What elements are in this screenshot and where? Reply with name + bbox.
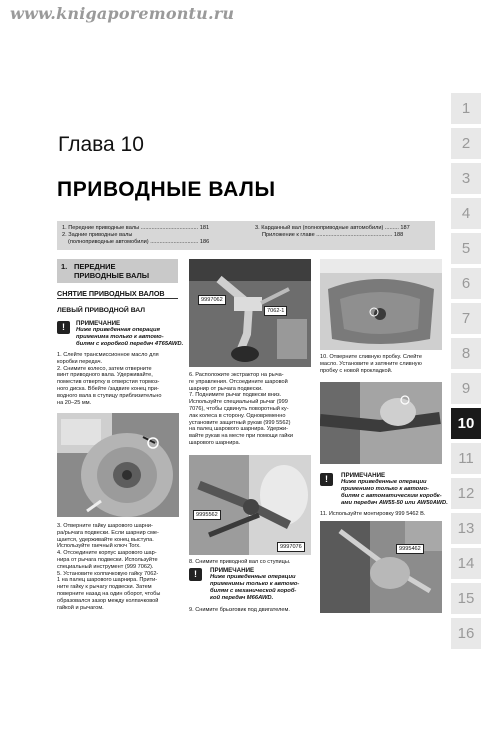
tool-label: 9995462 xyxy=(396,544,424,554)
chapter-tab[interactable]: 5 xyxy=(451,233,481,264)
toc-entry: (полноприводные автомобили) ............................... 186 xyxy=(68,239,210,245)
note-warning-icon: ! xyxy=(189,568,202,581)
note-warning-icon: ! xyxy=(320,473,333,486)
chapter-tab[interactable]: 3 xyxy=(451,163,481,194)
chapter-tab[interactable]: 12 xyxy=(451,478,481,509)
photo-brake-disc xyxy=(57,413,179,517)
chapter-tab[interactable]: 11 xyxy=(451,443,481,474)
chapter-tab[interactable]: 2 xyxy=(451,128,481,159)
divider xyxy=(57,298,178,299)
chapter-tab[interactable]: 1 xyxy=(451,93,481,124)
note-text: Ниже приведенные операции применимо только к автомо- билям с автоматическим коробк- ами передач AW55-50 или AW50AWD. xyxy=(341,479,448,506)
section-heading: 1. ПЕРЕДНИЕ ПРИВОДНЫЕ ВАЛЫ xyxy=(57,259,178,283)
chapter-title: ПРИВОДНЫЕ ВАЛЫ xyxy=(57,178,276,201)
photo-ball-joint-extractor xyxy=(189,259,311,367)
instruction-paragraph: 10. Отверните сливную пробку. Слейте масло. Установите и затяните сливную пробку с новой прокладкой. xyxy=(320,354,423,374)
watermark: www.knigaporemontu.ru xyxy=(10,4,235,23)
chapter-tab[interactable]: 15 xyxy=(451,583,481,614)
instruction-paragraph: 8. Снимите приводной вал со ступицы. xyxy=(189,559,291,565)
toc-entry: 3. Карданный вал (полноприводные автомобили) ......... 187 xyxy=(255,225,410,231)
left-shaft-heading: ЛЕВЫЙ ПРИВОДНОЙ ВАЛ xyxy=(57,307,146,314)
note-title: ПРИМЕЧАНИЕ xyxy=(341,472,386,479)
note-text: Ниже приведенная операция применима только к автомо- билям с коробкой передач 4T65AWD. xyxy=(76,327,184,347)
tool-label: 9995562 xyxy=(193,510,221,520)
photo-drain-plug xyxy=(320,382,442,464)
instruction-paragraph: 9. Снимите брызговик под двигателем. xyxy=(189,607,290,613)
instruction-paragraph: 11. Используйте монтировку 999 5462 B. xyxy=(320,511,426,517)
chapter-tab[interactable]: 7 xyxy=(451,303,481,334)
tool-label: 7062-1 xyxy=(264,306,287,316)
note-warning-icon: ! xyxy=(57,321,70,334)
instruction-paragraph: 6. Расположите экстрактор на рыча- ге управления. Отсоедините шаровой шарнир от рычага подвески. 7. Поднимите рычаг подвески вниз. Используйте специальный рычаг (999 7076), чтобы сдвинуть поворотный ку- лак колеса в сторону. Одновременно установите защитный рукав (999 5562) на палец шарового шарнира. Удержи- вайте рукав на месте при помощи гайки шарового шарнира. xyxy=(189,372,293,446)
instruction-paragraph: 1. Слейте трансмиссионное масло для коробки передач. 2. Снимите колесо, затем отверните винт приводного вала. Удерживайте, поместив отвертку в отверстия тормоз- ного диска. Вбейте /задвиге конец при- водного вала в ступицу приблизительно на 20–25 мм. xyxy=(57,352,162,406)
chapter-tab[interactable]: 8 xyxy=(451,338,481,369)
photo-protective-sleeve xyxy=(189,455,311,555)
note-text: Ниже приведенные операции применимы только к автомо- билям с механической короб- кой передач M66AWD. xyxy=(210,574,300,601)
instruction-paragraph: 3. Отверните гайку шарового шарни- ра/рычага подвески. Если шарнир сме- щается, удерживайте конец выступа. Используйте гаечный ключ Torx. 4. Отсоедините корпус шарового шар- нира от рычага подвески. Используйте специальный инструмент (999 7062). 5. Установите колпачковую гайку 7062- 1 на палец шарового шарнира. Прити- ните гайку к рычагу подвески. Затем поверните назад на один оборот, чтобы образовался зазор между колпачковой гайкой и рычагом. xyxy=(57,523,161,611)
note-title: ПРИМЕЧАНИЕ xyxy=(76,320,121,327)
subsection-heading: СНЯТИЕ ПРИВОДНЫХ ВАЛОВ xyxy=(57,289,165,298)
chapter-tab[interactable]: 14 xyxy=(451,548,481,579)
chapter-tab-active[interactable]: 10 xyxy=(451,408,481,439)
tool-label: 9997062 xyxy=(198,295,226,305)
toc-entry: 1. Передние приводные валы ..................................... 181 xyxy=(62,225,210,231)
toc-entry: 2. Задние приводные валы xyxy=(62,232,133,238)
chapter-tab[interactable]: 9 xyxy=(451,373,481,404)
photo-engine-splash-guard xyxy=(320,259,442,350)
table-of-contents xyxy=(57,221,435,250)
chapter-tab[interactable]: 16 xyxy=(451,618,481,649)
chapter-tab[interactable]: 6 xyxy=(451,268,481,299)
toc-entry: Приложение к главе ................................................. 188 xyxy=(262,232,404,238)
tool-label: 9997076 xyxy=(277,542,305,552)
photo-pry-bar xyxy=(320,521,442,613)
chapter-tab[interactable]: 4 xyxy=(451,198,481,229)
chapter-tab[interactable]: 13 xyxy=(451,513,481,544)
note-title: ПРИМЕЧАНИЕ xyxy=(210,567,255,574)
chapter-number: Глава 10 xyxy=(58,133,144,156)
